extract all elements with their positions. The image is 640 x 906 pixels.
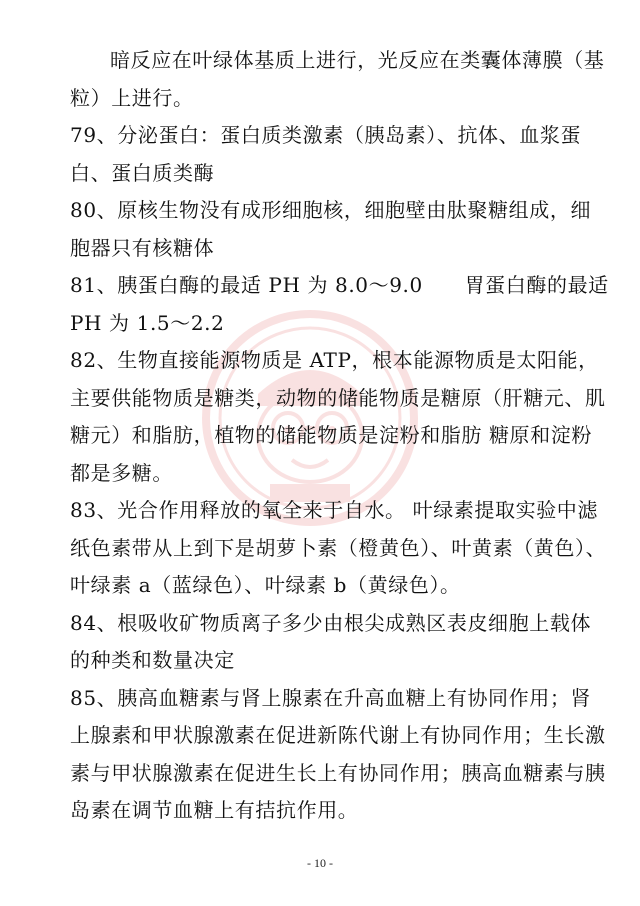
document-body xyxy=(70,42,616,830)
page-number: - 10 - xyxy=(307,856,333,870)
paragraph-81-enzyme-ph: 81、胰蛋白酶的最适 PH 为 8.0～9.0 胃蛋白酶的最适 PH 为 1.5～2.2 xyxy=(70,273,616,335)
paragraph-84-mineral-absorption: 84、根吸收矿物质离子多少由根尖成熟区表皮细胞上载体的种类和数量决定 xyxy=(70,610,592,672)
paragraph-80-prokaryote: 80、原核生物没有成形细胞核，细胞壁由肽聚糖组成，细胞器只有核糖体 xyxy=(70,198,592,260)
paragraph-dark-reaction: 暗反应在叶绿体基质上进行，光反应在类囊体薄膜（基粒）上进行。 xyxy=(70,48,605,110)
paragraph-79-secretory-protein: 79、分泌蛋白：蛋白质类激素（胰岛素）、抗体、血浆蛋白、蛋白质类酶 xyxy=(70,123,582,185)
paragraph-83-photosynthesis: 83、光合作用释放的氧全来于自水。 叶绿素提取实验中滤纸色素带从上到下是胡萝卜素（橙黄色）、叶黄素（黄色）、叶绿素 a（蓝绿色）、叶绿素 b（黄绿色）。 xyxy=(70,498,607,597)
paragraph-82-energy-source: 82、生物直接能源物质是 ATP，根本能源物质是太阳能，主要供能物质是糖类，动物的储能物质是糖原（肝糖元、肌糖元）和脂肪，植物的储能物质是淀粉和脂肪 糖原和淀粉都是多糖。 xyxy=(70,348,606,485)
paragraph-85-hormones: 85、胰高血糖素与肾上腺素在升高血糖上有协同作用；肾上腺素和甲状腺激素在促进新陈代谢上有协同作用；生长激素与甲状腺激素在促进生长上有协同作用；胰高血糖素与胰岛素在调节血糖上有拮抗作用。 xyxy=(70,685,606,822)
